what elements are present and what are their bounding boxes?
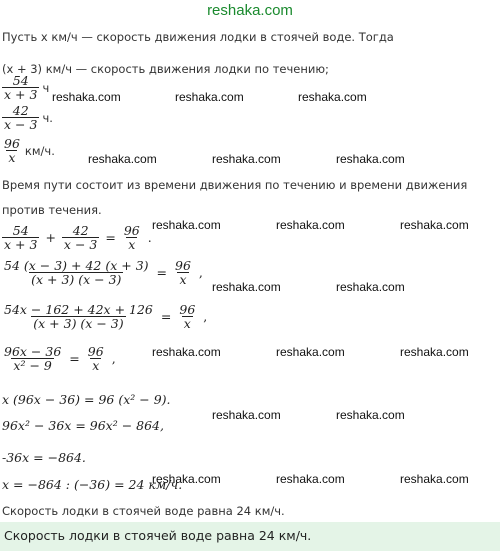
watermark: reshaka.com	[400, 345, 469, 359]
eq1-a-num: 54	[12, 223, 29, 238]
equation-4	[2, 345, 119, 372]
eq2-r-num: 96	[175, 258, 191, 273]
fraction-1-numerator: 54	[12, 73, 29, 88]
fraction-1-denominator: x + 3	[4, 87, 38, 103]
fraction-3-numerator: 96	[4, 136, 20, 151]
eq1-plus: +	[45, 230, 56, 246]
watermark: reshaka.com	[298, 90, 367, 104]
watermark: reshaka.com	[336, 280, 405, 294]
watermark: reshaka.com	[212, 408, 281, 422]
text-line-5: Скорость лодки в стоячей воде равна 24 км/ч.	[2, 504, 285, 518]
equation-5: x (96x − 36) = 96 (x² − 9).	[2, 392, 171, 407]
watermark: reshaka.com	[336, 408, 405, 422]
watermark: reshaka.com	[336, 152, 405, 166]
eq1-b-num: 42	[72, 223, 89, 238]
eq2-r-den: x	[179, 272, 187, 288]
eq1-c-den: x	[128, 237, 136, 253]
eq1-a-den: x + 3	[4, 237, 38, 253]
eq4-den: x² − 9	[13, 358, 52, 374]
fraction-1	[2, 74, 39, 101]
eq4-r-den: x	[92, 358, 100, 374]
watermark: reshaka.com	[88, 152, 157, 166]
text-line-2: (x + 3) км/ч — скорость движения лодки по течению;	[2, 62, 329, 76]
site-logo[interactable]: reshaka.com	[207, 2, 293, 19]
equation-2	[2, 259, 206, 286]
fraction-1-unit: ч	[42, 80, 50, 95]
equation-1	[2, 224, 155, 251]
text-line-1: Пусть x км/ч — скорость движения лодки в стоячей воде. Тогда	[2, 30, 394, 44]
eq3-r-num: 96	[179, 302, 196, 317]
eq2-den: (x + 3) (x − 3)	[31, 272, 122, 288]
watermark: reshaka.com	[175, 90, 244, 104]
eq4-r-num: 96	[87, 344, 104, 359]
answer-box	[0, 522, 500, 551]
fraction-3	[2, 137, 22, 164]
fraction-2	[2, 104, 39, 131]
equation-3	[2, 303, 210, 330]
watermark: reshaka.com	[276, 218, 345, 232]
text-line-4: против течения.	[2, 203, 102, 217]
fraction-3-denominator: x	[8, 150, 16, 166]
eq3-den: (x + 3) (x − 3)	[33, 316, 124, 332]
eq1-b-den: x − 3	[63, 237, 98, 253]
watermark: reshaka.com	[152, 345, 221, 359]
watermark: reshaka.com	[400, 218, 469, 232]
watermark: reshaka.com	[400, 472, 469, 486]
answer-text: Скорость лодки в стоячей воде равна 24 км/ч.	[4, 528, 312, 543]
eq2-num: 54 (x − 3) + 42 (x + 3)	[4, 258, 149, 273]
eq4-equals: =	[69, 351, 80, 367]
eq2-end: ,	[198, 265, 203, 281]
eq1-end: .	[147, 230, 152, 246]
watermark: reshaka.com	[212, 152, 281, 166]
eq2-equals: =	[156, 265, 168, 281]
watermark: reshaka.com	[52, 90, 121, 104]
fraction-3-unit: км/ч.	[24, 143, 55, 158]
equation-8: x = −864 : (−36) = 24 км/ч.	[2, 477, 183, 492]
fraction-2-denominator: x − 3	[4, 117, 38, 133]
watermark: reshaka.com	[276, 345, 345, 359]
eq3-num: 54x − 162 + 42x + 126	[4, 302, 153, 317]
fraction-row-2	[2, 104, 53, 131]
eq3-end: ,	[203, 309, 208, 325]
fraction-row-1	[2, 74, 49, 101]
watermark: reshaka.com	[276, 472, 345, 486]
equation-7: -36x = −864.	[2, 450, 86, 465]
watermark: reshaka.com	[212, 280, 281, 294]
eq4-num: 96x − 36	[4, 344, 62, 359]
eq4-end: ,	[111, 351, 116, 367]
watermark: reshaka.com	[152, 472, 221, 486]
fraction-2-numerator: 42	[12, 103, 29, 118]
text-line-3: Время пути состоит из времени движения по течению и времени движения	[2, 178, 468, 192]
watermark: reshaka.com	[152, 218, 221, 232]
eq1-c-num: 96	[123, 223, 140, 238]
fraction-2-unit: ч.	[42, 110, 53, 125]
eq3-r-den: x	[183, 316, 191, 332]
equation-6: 96x² − 36x = 96x² − 864,	[2, 418, 164, 433]
fraction-row-3	[2, 137, 55, 164]
eq3-equals: =	[160, 309, 172, 325]
eq1-equals: =	[105, 230, 116, 246]
